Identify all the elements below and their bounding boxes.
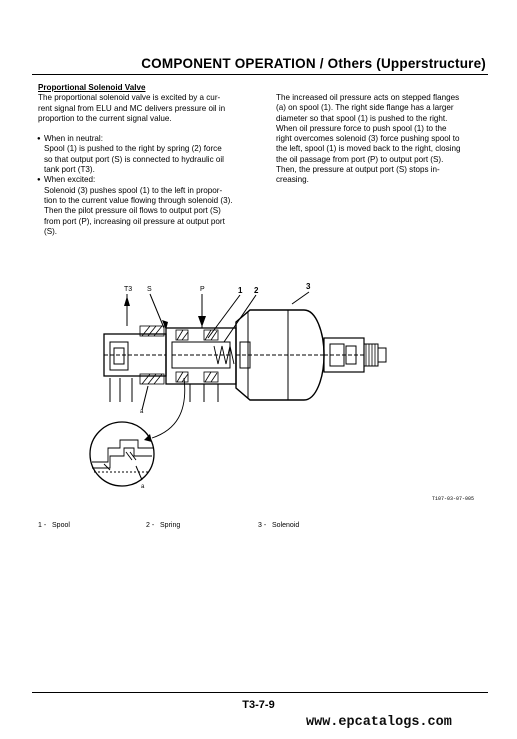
label-2: 2 xyxy=(254,286,259,295)
excited-line: tion to the current value flowing through solenoid (3). xyxy=(44,195,233,205)
solenoid-valve-diagram xyxy=(80,282,440,496)
legend-num: 1 - xyxy=(38,522,47,529)
label-a-lower: a xyxy=(141,484,145,490)
figure-id: T107-03-07-005 xyxy=(432,496,475,502)
excited-line: (S). xyxy=(44,226,58,236)
right-line: diameter so that spool (1) is pushed to the right. xyxy=(276,113,448,123)
legend-item xyxy=(38,522,70,529)
excited-line: from port (P), increasing oil pressure at output port xyxy=(44,216,225,226)
right-line: (a) on spool (1). The right side flange has a larger xyxy=(276,103,454,113)
right-line: the oil passage from port (P) to output port (S). xyxy=(276,154,444,164)
legend-label: Spring xyxy=(160,522,181,529)
intro-line: rent signal from ELU and MC delivers pressure oil in xyxy=(38,103,226,113)
intro-line: proportion to the current signal value. xyxy=(38,113,172,123)
legend-num: 2 - xyxy=(146,522,155,529)
label-3: 3 xyxy=(306,282,311,291)
label-1: 1 xyxy=(238,286,243,295)
label-s: S xyxy=(147,286,152,293)
right-line: When oil pressure force to push spool (1) to the xyxy=(276,123,447,133)
legend-num: 3 - xyxy=(258,522,267,529)
page-header-title: COMPONENT OPERATION / Others (Upperstructure) xyxy=(141,56,486,71)
section-title: Proportional Solenoid Valve xyxy=(38,83,146,92)
legend-label: Spool xyxy=(52,522,70,529)
neutral-heading: ● When in neutral: xyxy=(38,134,252,144)
right-line: Then, the pressure at output port (S) stops in- xyxy=(276,165,440,175)
label-a-upper: a xyxy=(140,409,144,415)
header-rule xyxy=(32,74,488,75)
watermark-text: www.epcatalogs.com xyxy=(306,715,452,730)
legend-label: Solenoid xyxy=(272,522,300,529)
page-number: T3-7-9 xyxy=(242,699,275,711)
right-column xyxy=(276,93,484,186)
label-p: P xyxy=(200,286,205,293)
intro-line: The proportional solenoid valve is excited by a cur- xyxy=(38,93,221,103)
neutral-line: tank port (T3). xyxy=(44,165,95,175)
right-line: The increased oil pressure acts on stepped flanges xyxy=(276,93,460,102)
neutral-line: Spool (1) is pushed to the right by spring (2) force xyxy=(44,144,222,154)
label-t3: T3 xyxy=(124,286,133,293)
legend-item xyxy=(258,522,299,529)
right-line: right overcomes solenoid (3) force pushing spool to xyxy=(276,134,460,144)
neutral-line: so that output port (S) is connected to hydraulic oil xyxy=(44,154,224,164)
legend-item xyxy=(146,522,180,529)
footer-rule xyxy=(32,692,488,693)
excited-line: Solenoid (3) pushes spool (1) to the left in propor- xyxy=(44,185,223,195)
right-line: creasing. xyxy=(276,175,309,185)
left-column xyxy=(38,83,252,237)
excited-heading: ● When excited: xyxy=(38,175,252,185)
right-line: the left, spool (1) is moved back to the right, closing xyxy=(276,144,461,154)
excited-line: Then the pilot pressure oil flows to output port (S) xyxy=(44,206,221,216)
